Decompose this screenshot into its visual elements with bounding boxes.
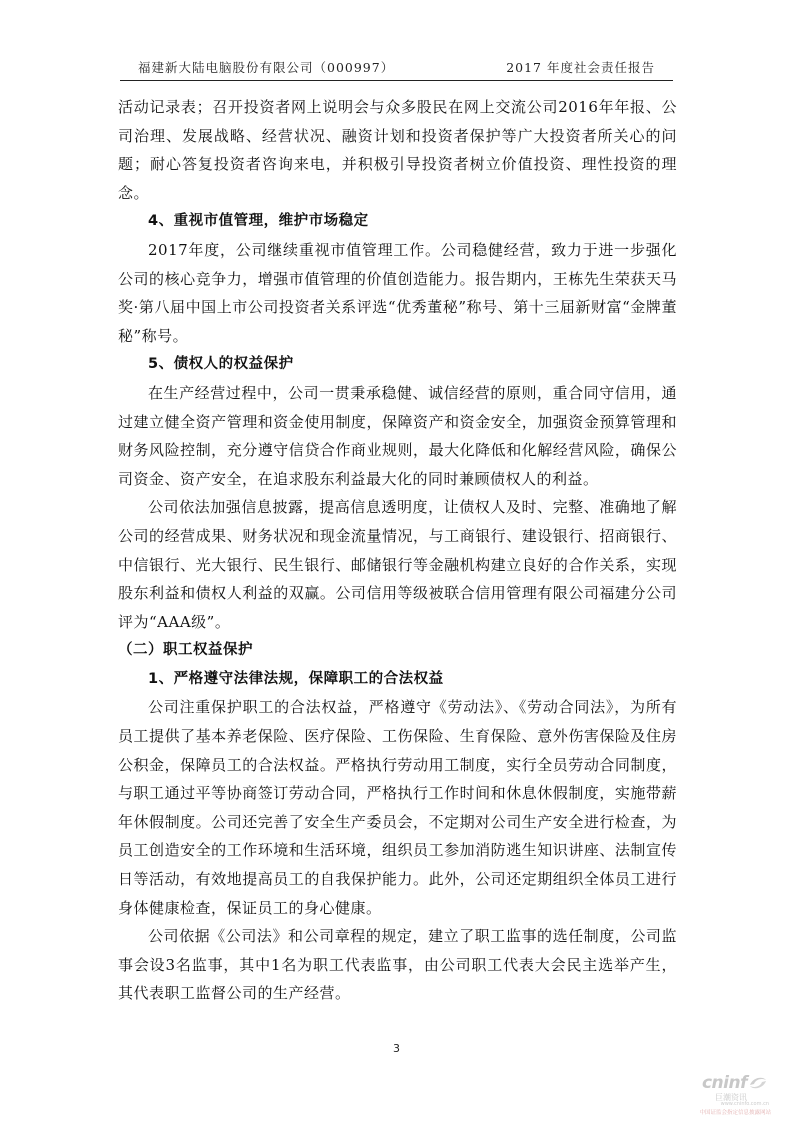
paragraph-creditor-disclosure: 公司依法加强信息披露，提高信息透明度，让债权人及时、完整、准确地了解公司的经营成果、财务状况和现金流量情况，与工商银行、建设银行、招商银行、中信银行、光大银行、民生银行、邮储银行等金融机构建立良好的合作关系，实现股东利益和债权人利益的双赢。公司信用等级被联合信用管理有限公司福建分公司评为“AAA级”。 [118,498,677,631]
cninfo-logo-icon [747,1074,769,1092]
heading-creditor-rights: 5、债权人的权益保护 [148,356,294,373]
paragraph-investor-activities: 活动记录表；召开投资者网上说明会与众多股民在网上交流公司2016年年报、公司治理、发展战略、经营状况、融资计划和投资者保护等广大投资者所关心的问题；耐心答复投资者咨询来电，并积极引导投资者树立价值投资、理性投资的理念。 [118,98,677,202]
page-number: 3 [393,1042,400,1055]
cninfo-watermark [681,1073,771,1118]
paragraph-employee-supervisor: 公司依据《公司法》和公司章程的规定，建立了职工监事的选任制度，公司监事会设3名监事，其中1名为职工代表监事，由公司职工代表大会民主选举产生，其代表职工监督公司的生产经营。 [118,927,677,1003]
watermark-brand-cn: 巨潮资讯 [715,1093,747,1102]
paragraph-labor-protection: 公司注重保护职工的合法权益，严格遵守《劳动法》、《劳动合同法》，为所有员工提供了基本养老保险、医疗保险、工伤保险、生育保险、意外伤害保险及住房公积金，保障员工的合法权益。严格执行劳动用工制度，实行全员劳动合同制度，与职工通过平等协商签订劳动合同，严格执行工作时间和休息休假制度，实施带薪年休假制度。公司还完善了安全生产委员会，不定期对公司生产安全进行检查，为员工创造安全的工作环境和生活环境，组织员工参加消防逃生知识讲座、法制宣传日等活动，有效地提高员工的自我保护能力。此外，公司还定期组织全体员工进行身体健康检查，保证员工的身心健康。 [118,698,677,917]
paragraph-market-value: 2017年度，公司继续重视市值管理工作。公司稳健经营，致力于进一步强化公司的核心竞争力，增强市值管理的价值创造能力。报告期内，王栋先生荣获天马奖·第八届中国上市公司投资者关系评选“优秀董秘”称号、第十三届新财富“金牌董秘”称号。 [118,240,677,345]
document-body [118,93,677,1008]
paragraph-creditor-operations: 在生产经营过程中，公司一贯秉承稳健、诚信经营的原则，重合同守信用，通过建立健全资产管理和资金使用制度，保障资产和资金安全，加强资金预算管理和财务风险控制，充分遵守信贷合作商业规则，最大化降低和化解经营风险，确保公司资金、资产安全，在追求股东利益最大化的同时兼顾债权人的利益。 [118,383,677,488]
watermark-tagline: 中国证监会指定信息披露网站 [699,1110,771,1116]
header-report-title: 2017 年度社会责任报告 [506,60,655,75]
page-header [120,58,673,81]
heading-labor-law: 1、严格遵守法律法规，保障职工的合法权益 [148,670,444,687]
watermark-brand: cninf [701,1073,747,1093]
heading-market-value: 4、重视市值管理，维护市场稳定 [148,213,369,230]
heading-employee-rights-section: （二）职工权益保护 [118,642,253,659]
header-company-name: 福建新大陆电脑股份有限公司（000997） [138,60,395,75]
watermark-url: www.cninfo.com.cn [720,1101,769,1107]
